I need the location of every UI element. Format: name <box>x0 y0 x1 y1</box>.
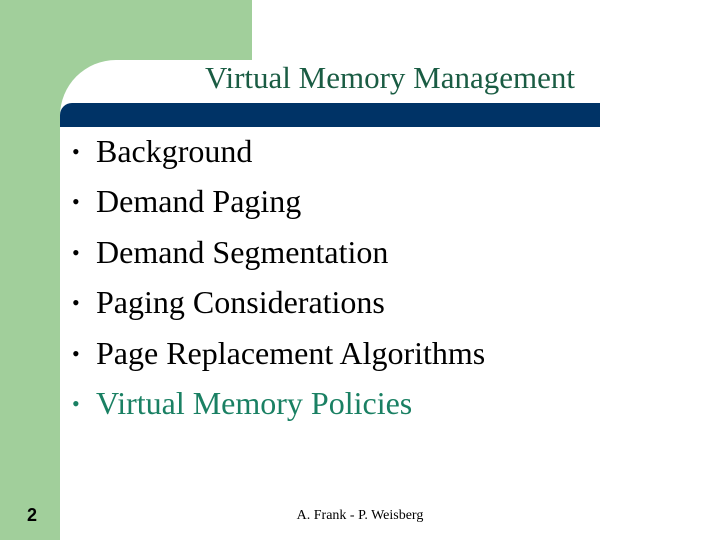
page-number: 2 <box>26 505 37 525</box>
bullet-item <box>72 183 485 233</box>
bullet-text: Paging Considerations <box>96 284 385 321</box>
bullet-item <box>72 133 485 183</box>
bullet-dot: • <box>72 290 80 316</box>
bullet-dot: • <box>72 340 80 366</box>
bullet-text: Page Replacement Algorithms <box>96 334 486 371</box>
title-underline-bar <box>60 103 600 127</box>
slide-title: Virtual Memory Management <box>204 60 576 95</box>
bullet-dot: • <box>72 139 80 164</box>
bullet-item <box>72 284 485 334</box>
bullet-text: Background <box>96 133 253 169</box>
bullet-dot: • <box>72 189 80 215</box>
bullet-item <box>72 335 485 385</box>
bullet-item <box>72 234 485 284</box>
bullet-text: Demand Segmentation <box>96 233 389 270</box>
bullet-text: Virtual Memory Policies <box>96 384 413 421</box>
bullet-dot: • <box>72 239 80 265</box>
bullet-list <box>72 133 485 435</box>
bullet-dot: • <box>72 390 80 416</box>
footer-author: A. Frank - P. Weisberg <box>296 508 424 523</box>
sidebar-accent <box>0 0 60 540</box>
top-accent <box>0 0 252 60</box>
bullet-text: Demand Paging <box>96 183 302 220</box>
bullet-item-highlighted <box>72 385 485 435</box>
